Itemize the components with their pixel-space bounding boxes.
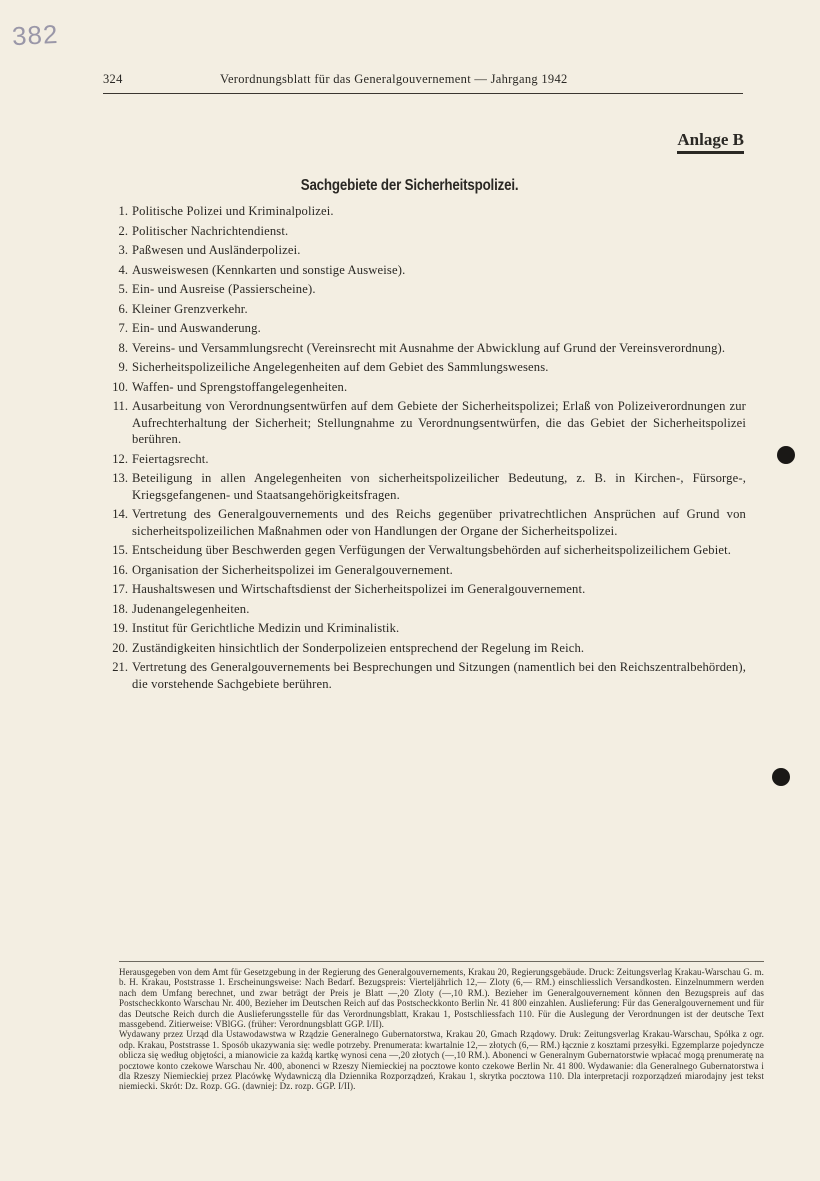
list-item	[105, 281, 746, 298]
list-item	[105, 506, 746, 539]
list-item-number: 17.	[112, 582, 128, 596]
list-item-number: 5.	[118, 282, 128, 296]
list-item-number: 14.	[112, 507, 128, 521]
list-item-text: Zuständigkeiten hinsichtlich der Sonderpolizeien entsprechend der Regelung im Reich.	[132, 640, 585, 655]
page-title-text: Sachgebiete der Sicherheitspolizei.	[301, 177, 519, 194]
list-item	[105, 203, 746, 220]
list-item-number: 16.	[112, 562, 128, 577]
imprint-german: Herausgegeben von dem Amt für Gesetzgebung in der Regierung des Generalgouvernements, Krakau 20, Regierungsgebäude. Druck: Zeitungsverlag Krakau-Warschau G. m. b. H. Krakau, Poststrasse 1. Erscheinungsweise: Nach Bedarf. Bezugspreis: Vierteljährlich 12,— Zloty (6,— RM.) einschliesslich Versandkosten. Einzelnummern werden nach dem Umfang berechnet, und zwar beträgt der Preis je Blatt —,20 Zloty (—,10 RM.). Bezieher im Generalgouvernement können den Bezugspreis auf das Postscheckkonto Warschau Nr. 400, Bezieher im Deutschen Reich auf das Postscheckkonto Berlin Nr. 41 800 einzahlen. Auslieferung: Für das Generalgouvernement und für das Deutsche Reich durch die Auslieferungsstelle für das Verordnungsblatt, Krakau 1, Postschliessfach 110. Für die Auslegung der Verordnungen ist der deutsche Text massgebend. Zitierweise: VBlGG. (früher: Verordnungsblatt GGP. I/II).	[119, 967, 764, 1030]
list-item-number: 3.	[118, 243, 128, 257]
list-item-number: 18.	[112, 601, 128, 616]
list-item-number: 12.	[112, 451, 128, 466]
list-item-text: Judenangelegenheiten.	[132, 601, 250, 616]
list-item-text: Entscheidung über Beschwerden gegen Verfügungen der Verwaltungsbehörden auf sicherheitspolizeilichem Gebiet.	[132, 543, 732, 557]
list-item	[105, 640, 746, 657]
imprint-footer	[119, 967, 764, 1092]
list-item-text: Politische Polizei und Kriminalpolizei.	[132, 204, 334, 218]
punch-hole	[772, 768, 790, 786]
list-item-number: 15.	[112, 543, 128, 557]
list-item-number: 7.	[118, 321, 128, 335]
list-item	[105, 242, 746, 259]
list-item-text: Vertretung des Generalgouvernements und des Reichs gegenüber privatrechtlichen Ansprüchen auf Grund von sicherheitspolizeilichen Maßnahmen oder von Handlungen der Organe der Sicherheitspolizei.	[132, 507, 746, 538]
list-item	[105, 562, 746, 579]
list-item-text: Beteiligung in allen Angelegenheiten von sicherheitspolizeilicher Bedeutung, z. B. in Kirchen-, Fürsorge-, Kriegsgefangenen- und Staatsangehörigkeitsfragen.	[132, 471, 746, 502]
list-item	[105, 659, 746, 692]
list-item-text: Paßwesen und Ausländerpolizei.	[132, 243, 301, 257]
list-item	[105, 223, 746, 240]
list-item	[105, 340, 746, 357]
imprint-polish: Wydawany przez Urząd dla Ustawodawstwa w Rządzie Generalnego Gubernatorstwa, Krakau 20, Gmach Rządowy. Druk: Zeitungsverlag Krakau-Warschau, Spółka z ogr. odp. Krakau, Poststrasse 1. Sposób ukazywania się: wedle potrzeby. Prenumerata: kwartalnie 12,— złotych (6,— RM.) łącznie z kosztami przesyłki. Egzemplarze pojedyncze oblicza się według objętości, a mianowicie za każdą kartkę wynosi cena —,20 złotych (—,10 RM.). Abonenci w Generalnym Gubernatorstwie wpłacać mogą prenumeratę na pocztowe konto czekowe Warschau Nr. 400, abonenci w Rzeszy Niemieckiej na pocztowe konto czekowe Berlin Nr. 41 800. Wydawanie: dla Generalnego Gubernatorstwa i dla Rzeszy Niemieckiej przez Placówkę Wydawniczą dla Dziennika Rozporządzeń, Krakau 1, skrytka pocztowa 110. Dla interpretacji rozporządzeń miarodajny jest tekst niemiecki. Skrót: Dz. Rozp. GG. (dawniej: Dz. rozp. GGP. I/II).	[119, 1029, 764, 1092]
running-title: Verordnungsblatt für das Generalgouvernement — Jahrgang 1942	[220, 72, 568, 86]
page-number: 324	[103, 72, 123, 86]
list-item-number: 2.	[118, 223, 128, 238]
list-item	[105, 379, 746, 396]
list-item-number: 8.	[118, 340, 128, 355]
archive-number-mark: 382	[11, 18, 60, 52]
list-item-number: 9.	[118, 360, 128, 374]
list-item-text: Organisation der Sicherheitspolizei im Generalgouvernement.	[132, 562, 453, 577]
list-item-number: 21.	[112, 660, 128, 674]
list-item-text: Vereins- und Versammlungsrecht (Vereinsrecht mit Ausnahme der Abwicklung auf Grund der Vereinsverordnung).	[132, 340, 726, 355]
list-item	[105, 301, 746, 318]
list-item	[105, 542, 746, 559]
list-item-text: Waffen- und Sprengstoffangelegenheiten.	[132, 379, 348, 394]
list-item-text: Sicherheitspolizeiliche Angelegenheiten auf dem Gebiet des Sammlungswesens.	[132, 360, 549, 374]
list-item	[105, 581, 746, 598]
list-item	[105, 320, 746, 337]
punch-hole	[777, 446, 795, 464]
list-item-text: Politischer Nachrichtendienst.	[132, 223, 289, 238]
list-item-text: Ausweiswesen (Kennkarten und sonstige Ausweise).	[132, 262, 406, 277]
list-item-number: 4.	[118, 262, 128, 277]
list-item-text: Feiertagsrecht.	[132, 451, 209, 466]
list-item-number: 20.	[112, 640, 128, 655]
list-item-number: 6.	[118, 301, 128, 316]
list-item-text: Haushaltswesen und Wirtschaftsdienst der Sicherheitspolizei im Generalgouvernement.	[132, 582, 586, 596]
list-item-text: Ausarbeitung von Verordnungsentwürfen auf dem Gebiete der Sicherheitspolizei; Erlaß von Polizeiverordnungen zur Aufrechterhaltung der Sicherheit; Stellungnahme zu Verordnungsentwürfen, die das Gebiet der Sicherheitspolizei berühren.	[132, 399, 746, 446]
list-item	[105, 451, 746, 468]
list-item-text: Vertretung des Generalgouvernements bei Besprechungen und Sitzungen (namentlich bei den Reichszentralbehörden), die vorstehende Sachgebiete berühren.	[132, 660, 746, 691]
list-item	[105, 398, 746, 448]
annex-label: Anlage B	[677, 130, 744, 154]
list-item-text: Kleiner Grenzverkehr.	[132, 301, 248, 316]
list-item-text: Institut für Gerichtliche Medizin und Kriminalistik.	[132, 621, 400, 635]
list-item-number: 10.	[112, 379, 128, 394]
header-rule	[103, 93, 743, 94]
list-item	[105, 359, 746, 376]
list-item-number: 19.	[112, 621, 128, 635]
list-item-number: 11.	[112, 399, 128, 413]
list-item-number: 1.	[118, 204, 128, 218]
footer-rule	[119, 961, 764, 962]
list-item-number: 13.	[112, 471, 128, 485]
list-item	[105, 601, 746, 618]
list-item	[105, 620, 746, 637]
subject-list	[105, 203, 746, 695]
list-item	[105, 262, 746, 279]
list-item-text: Ein- und Auswanderung.	[132, 321, 261, 335]
list-item	[105, 470, 746, 503]
list-item-text: Ein- und Ausreise (Passierscheine).	[132, 282, 316, 296]
page-title	[0, 177, 820, 195]
